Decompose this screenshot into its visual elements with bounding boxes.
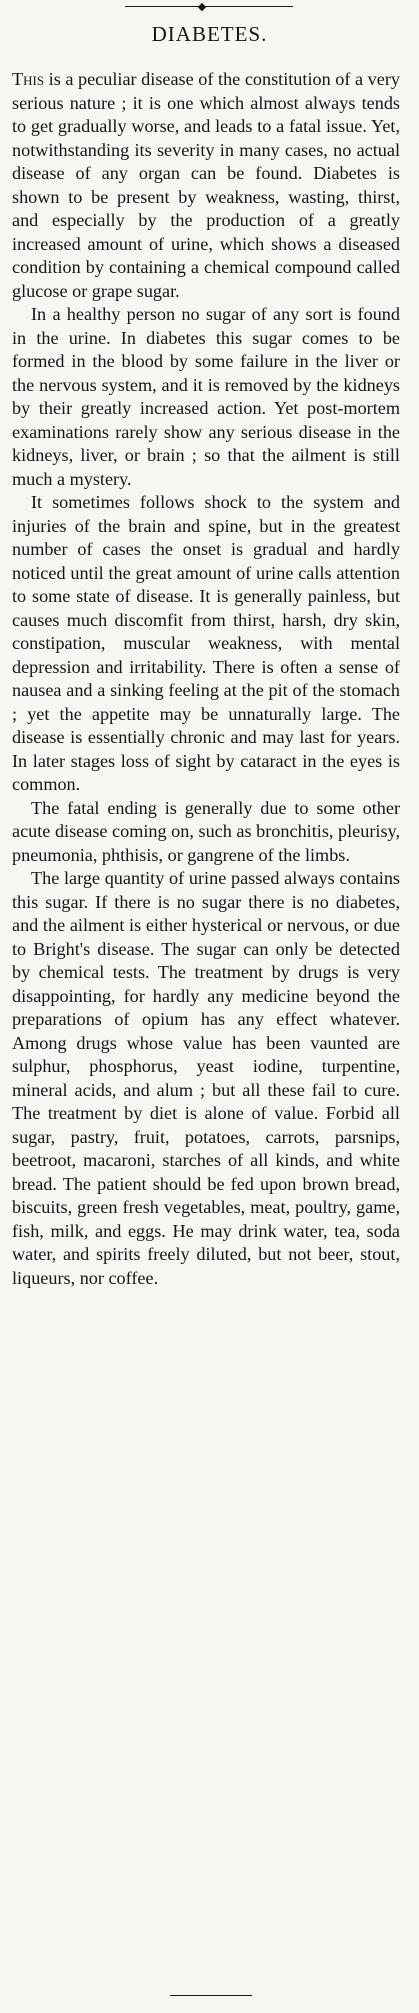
paragraph-5: The large quantity of urine passed always contains this sugar. If there is no sugar there is no diabetes, and the ailment is either hysterical or nervous, or due to Bright's disease. The sugar can only be detected by chemical tests. The treatment by drugs is very disappointing, for hardly any medicine beyond the preparations of opium has any effect whatever. Among drugs whose value has been vaunted are sulphur, phosphorus, yeast iodine, turpentine, mineral acids, and alum ; but all these fail to cure. The treatment by diet is alone of value. Forbid all sugar, pastry, fruit, potatoes, carrots, parsnips, beetroot, macaroni, starches of all kinds, and white bread. The patient should be fed upon brown bread, biscuits, green fresh vegetables, meat, poultry, game, fish, milk, and eggs. He may drink water, tea, soda water, and spirits freely diluted, but not beer, stout, liqueurs, nor coffee.: [12, 868, 400, 1288]
diamond-ornament-icon: ◆: [197, 1, 207, 13]
article-body: [12, 68, 400, 1290]
bottom-rule: [170, 1995, 252, 1996]
paragraph-4: The fatal ending is generally due to some other acute disease coming on, such as bronchitis, pleurisy, pneumonia, phthisis, or gangrene of the limbs.: [12, 797, 400, 865]
article-title: DIABETES.: [151, 22, 268, 46]
paragraph-3: It sometimes follows shock to the system and injuries of the brain and spine, but in the greatest number of cases the onset is gradual and hardly noticed until the great amount of urine calls attention to some state of disease. It is generally painless, but causes much discomfit from thirst, harsh, dry skin, constipation, muscular weakness, with mental depression and irritability. There is often a sense of nausea and a sinking feeling at the pit of the stomach ; yet the appetite may be unnaturally large. The disease is essentially chronic and may last for years. In later stages loss of sight by cataract in the eyes is common.: [12, 492, 400, 794]
top-rule: [125, 6, 293, 7]
lead-word: This: [12, 69, 45, 89]
paragraph-2: In a healthy person no sugar of any sort is found in the urine. In diabetes this sugar comes to be formed in the blood by some failure in the liver or the nervous system, and it is removed by the kidneys by their greatly increased action. Yet post-mortem examinations rarely show any serious disease in the kidneys, liver, or brain ; so that the ailment is still much a mystery.: [12, 304, 400, 489]
paragraph-1-text: is a peculiar disease of the constitution of a very serious nature ; it is one which almost always tends to get gradually worse, and leads to a fatal issue. Yet, notwithstanding its severity in many cases, no actual disease of any organ can be found. Diabetes is shown to be present by weakness, wasting, thirst, and especially by the production of a greatly increased amount of urine, which shows a diseased condition by containing a chemical compound called glucose or grape sugar.: [12, 69, 400, 301]
paragraph-1: [12, 68, 400, 303]
